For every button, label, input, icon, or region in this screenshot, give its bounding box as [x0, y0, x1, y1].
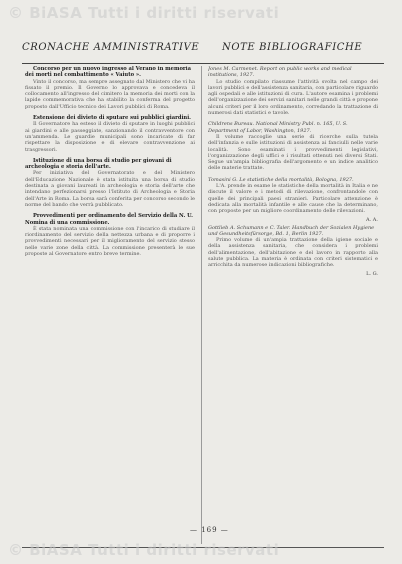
entry-body-wrap — [208, 237, 378, 268]
entry-body: Lo studio compilato riassume l'attività svolta nel campo dei lavori pubblici e dell'assistenza sanitaria, con particolare riguardo agli ospedali e alle istituzioni di cura. L'autore esamina i problemi dell'organizzazione dei servizi sanitari nelle grandi città e propone alcuni criteri per il loro ordinamento, corredando la trattazione di numerosi dati statistici e tavole. — [208, 78, 378, 117]
entry-body: L'A. prende in esame le statistiche della mortalità in Italia e ne discute il valore e i metodi di rilevazione, confrontandole con quelle dei principali paesi stranieri. Particolare attenzione è dedicata alla mortalità infantile e alle cause che la determinano, con proposte per un migliore coordinamento delle rilevazioni. — [208, 183, 378, 215]
entry-body-wrap — [208, 134, 378, 172]
entry-body-wrap — [208, 183, 378, 214]
entry-body-wrap — [25, 79, 195, 110]
header-rule — [22, 63, 384, 64]
entry-body: Il volume raccoglie una serie di ricerche sulla tutela dell'infanzia e sulle istituzioni di assistenza ai fanciulli nelle varie località. Sono esaminati i provvedimenti legislativi, l'organizzazione degli uffici e i risultati ottenuti nei diversi Stati. Segue un'ampia bibliografia dell'argomento e un indice analitico delle materie trattate. — [208, 133, 378, 172]
watermark-top: © BiASA Tutti i diritti riservati — [8, 4, 280, 22]
reviewer-signature: L. G. — [366, 270, 378, 277]
news-entry — [25, 158, 195, 208]
entry-body-wrap — [208, 79, 378, 117]
entry-title: Provvedimenti per ordinamento del Servizio della N. U. Nomina di una commissione. — [25, 213, 193, 226]
column-divider — [201, 66, 202, 544]
header-left-title: CRONACHE AMMINISTRATIVE — [22, 42, 200, 53]
entry-body-wrap — [25, 121, 195, 152]
reviewer-signature: A. A. — [366, 216, 378, 223]
bibliography-entry — [208, 177, 378, 215]
page-number: — 169 — — [190, 526, 229, 534]
right-column — [208, 66, 378, 544]
entry-citation: Gottlieb A. Schumann e C. Taler. Handbuch der Sozialen Hygiene und Gesundheitsfürsorge, Bd. 1, Berlin 1927. — [208, 224, 375, 237]
bibliography-entry — [208, 66, 378, 116]
entry-body: Vinto il concorso, ma sempre assegnato dal Ministero che vi ha fissato il premio. Il Governo lo approvava e concedeva il collocamento all'ingresso del cimitero la memoria dei morti con la lapide commemorativa che ha stabilito la conferma del progetto proposto dall'Ufficio tecnico dei Lavori pubblici di Roma. — [25, 78, 195, 110]
left-column — [25, 66, 195, 544]
news-entry — [25, 66, 195, 110]
entry-citation: Jones M. Carmenet. Report on public works and medical institutions, 1927. — [208, 66, 352, 79]
entry-title: Istituzione di una borsa di studio per giovani di archeologia e storia dell'arte. — [25, 157, 172, 171]
bibliography-entry — [208, 225, 378, 269]
entry-title: Concorso per un nuovo ingresso al Verano in memoria dei morti nel combattimento « Vaiuto ». — [25, 66, 191, 79]
entry-citation: Childrens Bureau. National Ministry Publ. n. 165, U. S. Department of Labor, Washington, 1927. — [208, 121, 348, 134]
entry-title: Estensione dei divieto di sputare sui pubblici giardini. — [33, 115, 191, 122]
entry-body: Per iniziativa del Governatorato e del Ministero dell'Educazione Nazionale è stata istituita una borsa di studio destinata a giovani laureati in archeologia e storia dell'arte che intendano perfezionarsi presso l'Istituto di Archeologia e Storia dell'Arte in Roma. La borsa sarà conferita per concorso secondo le norme del bando che verrà pubblicato. — [25, 170, 195, 208]
entry-body: Primo volume di un'ampia trattazione della igiene sociale e della assistenza sanitaria, che considera i problemi dell'alimentazione, dell'abitazione e del lavoro in rapporto alla salute pubblica. La materia è ordinata con criteri sistematici e arricchita da numerose indicazioni bibliografiche. — [208, 237, 378, 269]
news-entry — [25, 115, 195, 153]
header-right-title: NOTE BIBLIOGRAFICHE — [222, 42, 363, 53]
entry-body: Il Governatore ha esteso il divieto di sputare in luoghi pubblici ai giardini e alle passeggiate, sanzionando il contravventore con un'ammenda. Le guardie municipali sono incaricate di far rispettare la disposizione e di elevare contravvenzione ai trasgressori. — [25, 121, 195, 153]
bibliography-entry — [208, 121, 378, 171]
news-entry — [25, 213, 195, 257]
page-header — [22, 42, 384, 64]
entry-citation: Tomasini G. Le statistiche della mortalità, Bologna, 1927. — [208, 176, 354, 183]
entry-body-wrap — [25, 226, 195, 257]
watermark-bottom: © BiASA Tutti i diritti riservati — [8, 541, 280, 559]
entry-body-wrap — [25, 170, 195, 208]
entry-body: È stata nominata una commissione con l'incarico di studiare il riordinamento del servizio della nettezza urbana e di proporre i provvedimenti necessari per il miglioramento del servizio stesso nelle varie zone della città. La commissione presenterà le sue proposte al Governatore entro breve termine. — [25, 225, 195, 258]
